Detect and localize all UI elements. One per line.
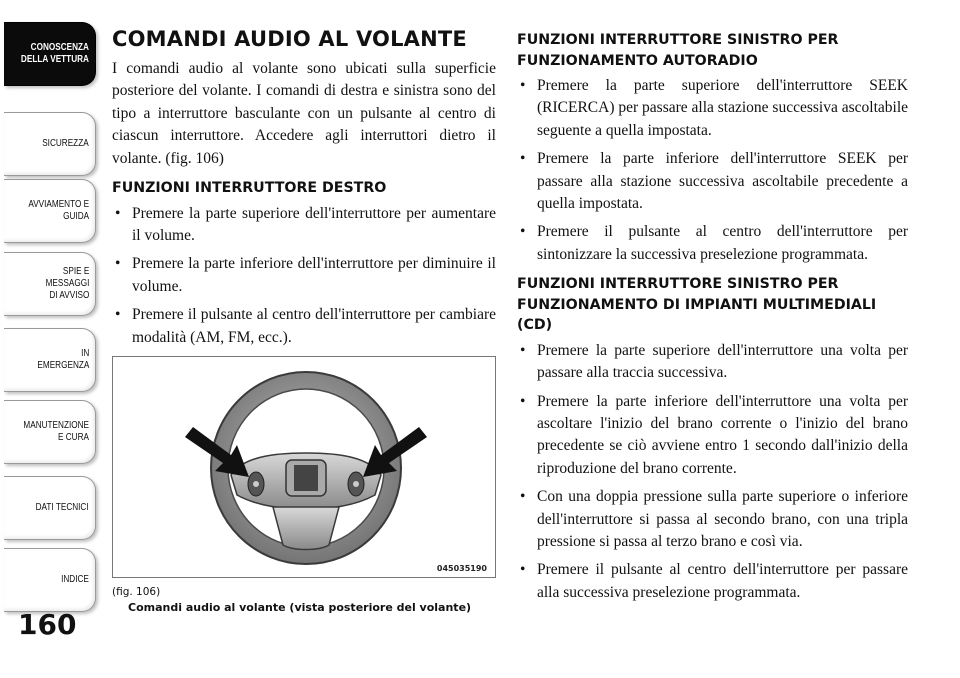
page-number: 160	[18, 608, 77, 641]
list-item: • Premere il pulsante al centro dell'interruttore per sintonizzare la successiva preselezione programmata.	[517, 221, 908, 266]
list-item: • Premere il pulsante al centro dell'interruttore per passare alla successiva preselezione programmata.	[517, 559, 908, 604]
list-item: • Premere la parte superiore dell'interruttore SEEK (RICERCA) per passare alla stazione successiva ascoltabile seguente a quella impostata.	[517, 75, 908, 142]
figure-code: 045035190	[436, 564, 487, 573]
tab-manutenzione-e-cura[interactable]: MANUTENZIONE E CURA	[4, 400, 96, 464]
radio-list	[517, 75, 908, 266]
tab-sicurezza[interactable]: SICUREZZA	[4, 112, 96, 176]
list-item: • Con una doppia pressione sulla parte superiore o inferiore dell'interruttore si passa al secondo brano, con una tripla pressione si passa al terzo brano e così via.	[517, 486, 908, 553]
tab-dati-tecnici[interactable]: DATI TECNICI	[4, 476, 96, 540]
figure-steering-wheel	[112, 356, 496, 578]
tab-in-emergenza[interactable]: IN EMERGENZA	[4, 328, 96, 392]
tab-indice[interactable]: INDICE	[4, 548, 96, 612]
section-heading-cd: FUNZIONI INTERRUTTORE SINISTRO PER FUNZIONAMENTO DI IMPIANTI MULTIMEDIALI (CD)	[517, 276, 877, 334]
tab-conoscenza-della-vettura[interactable]: CONOSCENZA DELLA VETTURA	[4, 22, 96, 86]
list-item: • Premere la parte inferiore dell'interruttore una volta per ascoltare l'inizio del brano corrente o l'inizio del brano precedente se ciò avviene entro 1 secondo dall'inizio della riproduzione del brano corrente.	[517, 391, 908, 481]
left-column	[112, 26, 496, 355]
list-item: • Premere la parte inferiore dell'interruttore SEEK per passare alla stazione successiva ascoltabile precedente a quella impostata.	[517, 148, 908, 215]
page-title: COMANDI AUDIO AL VOLANTE	[112, 27, 467, 51]
tab-spie-e-messaggi[interactable]: SPIE E MESSAGGI DI AVVISO	[4, 252, 96, 316]
list-item: • Premere il pulsante al centro dell'interruttore per cambiare modalità (AM, FM, ecc.).	[112, 304, 496, 349]
tab-avviamento-e-guida[interactable]: AVVIAMENTO E GUIDA	[4, 179, 96, 243]
intro-paragraph: I comandi audio al volante sono ubicati sulla superficie posteriore del volante. I comandi di destra e sinistra sono del tipo a interruttore basculante con un pulsante al centro di ciascun interruttore. Accedere agli interruttori dietro il volante. (fig. 106)	[112, 60, 496, 167]
figure-label: (fig. 106)	[112, 586, 161, 598]
steering-wheel-illustration	[113, 357, 495, 577]
section-heading-radio: FUNZIONI INTERRUTTORE SINISTRO PER FUNZIONAMENTO AUTORADIO	[517, 32, 839, 69]
section-heading-right-switch: FUNZIONI INTERRUTTORE DESTRO	[112, 180, 387, 197]
cd-list	[517, 340, 908, 604]
right-switch-list	[112, 203, 496, 349]
right-column	[517, 26, 908, 610]
list-item: • Premere la parte superiore dell'interruttore una volta per passare alla traccia successiva.	[517, 340, 908, 385]
list-item: • Premere la parte superiore dell'interruttore per aumentare il volume.	[112, 203, 496, 248]
figure-caption: Comandi audio al volante (vista posteriore del volante)	[128, 601, 472, 614]
list-item: • Premere la parte inferiore dell'interruttore per diminuire il volume.	[112, 253, 496, 298]
